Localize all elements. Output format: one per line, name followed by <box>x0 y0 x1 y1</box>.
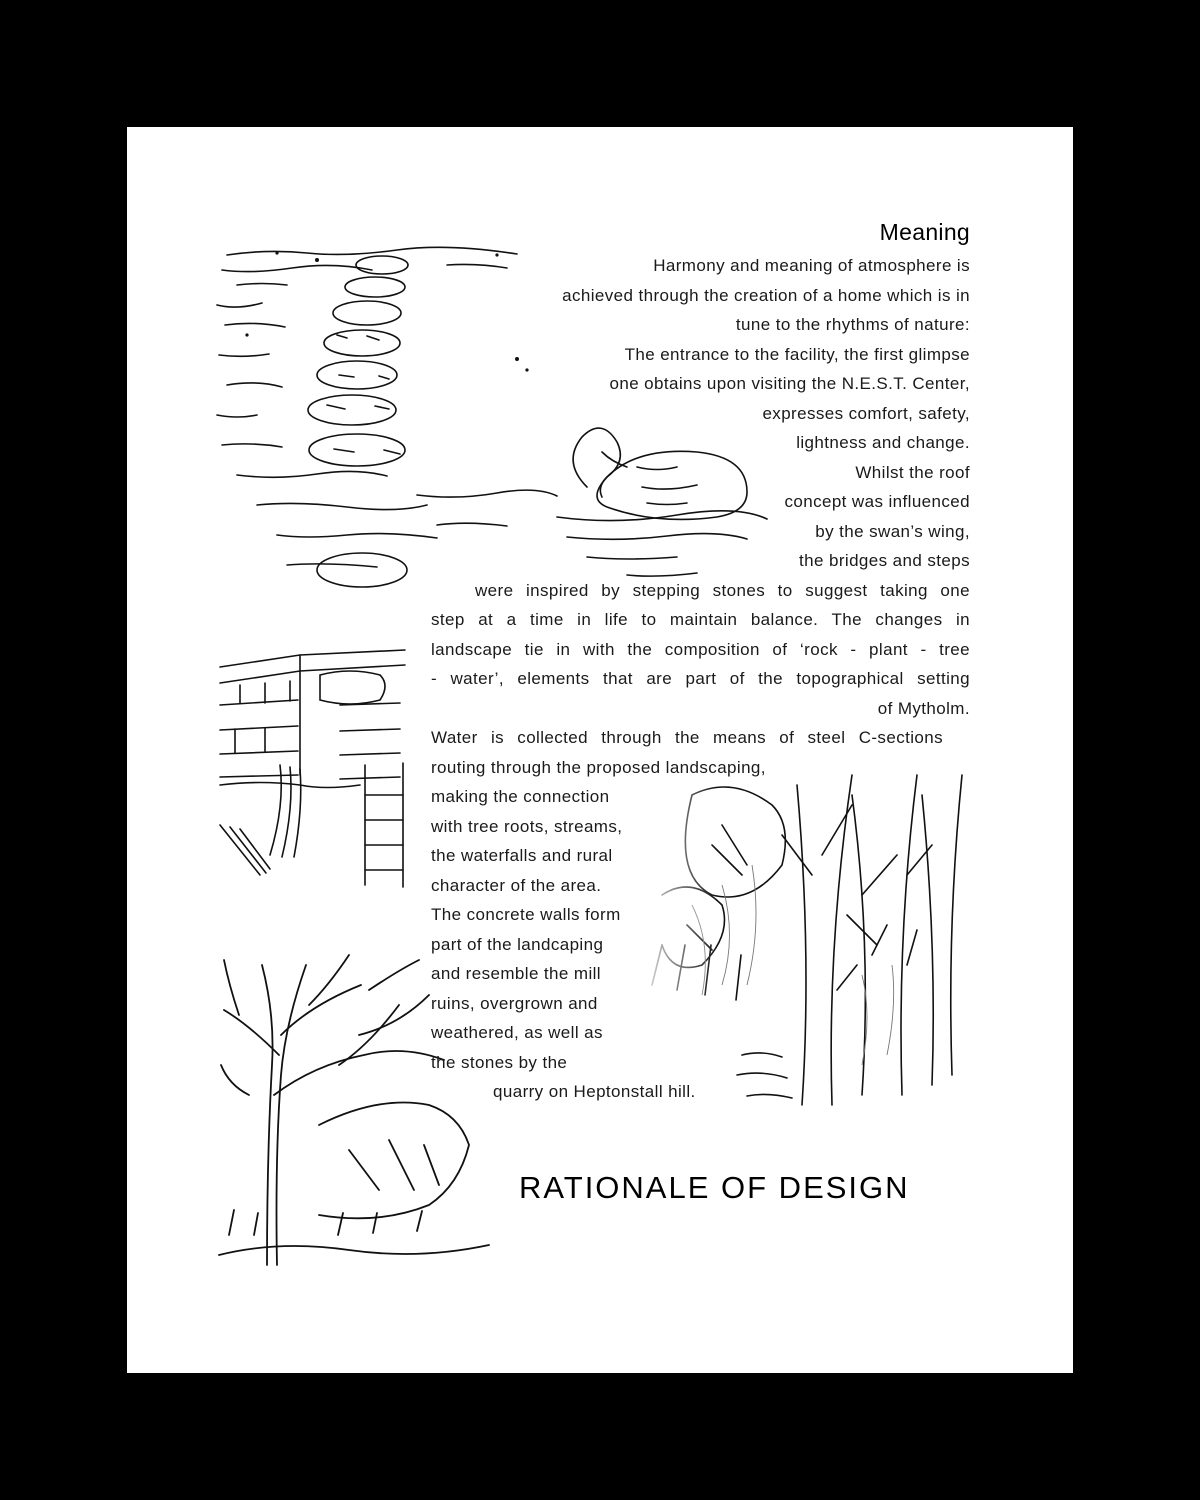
bare-tree-sketch <box>219 935 494 1285</box>
text-line: were inspired by stepping stones to suggest taking one <box>475 581 970 600</box>
text-line: weathered, as well as <box>431 1023 603 1042</box>
text-line: the stones by the <box>431 1053 568 1072</box>
text-line: expresses comfort, safety, <box>762 404 970 423</box>
text-line: part of the landcaping <box>431 935 604 954</box>
text-line: the bridges and steps <box>799 551 970 570</box>
text-line: quarry on Heptonstall hill. <box>493 1082 696 1101</box>
text-line: concept was influenced <box>784 492 970 511</box>
text-line: character of the area. <box>431 876 602 895</box>
text-line: with tree roots, streams, <box>431 817 623 836</box>
text-line: The entrance to the facility, the first glimpse <box>624 345 970 364</box>
woodland-stream-sketch <box>632 755 972 1115</box>
text-line: by the swan’s wing, <box>815 522 970 541</box>
document-page <box>127 127 1073 1373</box>
text-line: making the connection <box>431 787 610 806</box>
text-line: The concrete walls form <box>431 905 621 924</box>
waterfall-wall-sketch <box>220 635 415 905</box>
text-line: lightness and change. <box>796 433 970 452</box>
text-line: Water is collected through the means of steel C-sections <box>431 728 943 747</box>
text-line: ruins, overgrown and <box>431 994 598 1013</box>
text-line: tune to the rhythms of nature: <box>735 315 970 334</box>
section-heading: Meaning <box>879 219 970 245</box>
text-line: Whilst the roof <box>855 463 970 482</box>
text-line: the waterfalls and rural <box>431 846 613 865</box>
text-line: and resemble the mill <box>431 964 601 983</box>
text-line: achieved through the creation of a home which is in <box>562 286 970 305</box>
text-line: routing through the proposed landscaping, <box>431 758 766 777</box>
stepping-stones-sketch <box>217 235 597 615</box>
text-line: step at a time in life to maintain balance. The changes in <box>431 610 970 629</box>
text-line: - water’, elements that are part of the topographical setting <box>431 669 970 688</box>
text-line: of Mytholm. <box>877 699 970 718</box>
text-line: landscape tie in with the composition of ‘rock - plant - tree <box>431 640 970 659</box>
swan-sketch <box>547 407 777 587</box>
document-title: RATIONALE OF DESIGN <box>519 1170 910 1205</box>
text-line: one obtains upon visiting the N.E.S.T. Center, <box>609 374 970 393</box>
text-line: Harmony and meaning of atmosphere is <box>653 256 970 275</box>
